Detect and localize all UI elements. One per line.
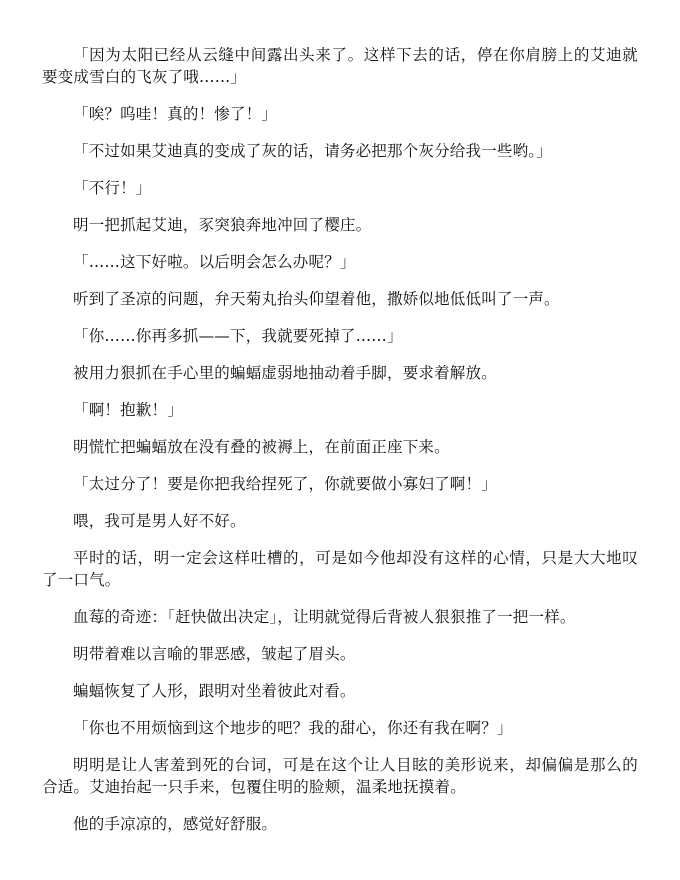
- paragraph: 「太过分了！要是你把我给捏死了，你就要做小寡妇了啊！」: [73, 475, 497, 493]
- paragraph: 「你也不用烦恼到这个地步的吧？我的甜心，你还有我在啊？」: [73, 719, 513, 737]
- paragraph: 被用力狠抓在手心里的蝙蝠虚弱地抽动着手脚，要求着解放。: [73, 364, 497, 382]
- paragraph: 蝙蝠恢复了人形，跟明对坐着彼此对看。: [73, 682, 356, 700]
- paragraph: 明明是让人害羞到死的台词，可是在这个让人目眩的美形说来，却偏偏是那么的合适。艾迪抬起一只手来，包覆住明的脸颊，温柔地抚摸着。: [42, 756, 638, 796]
- paragraph: 「……这下好啦。以后明会怎么办呢？」: [73, 253, 356, 271]
- paragraph: 喂，我可是男人好不好。: [73, 512, 246, 530]
- document-page: [42, 44, 638, 835]
- paragraph: 明一把抓起艾迪，豕突狼奔地冲回了樱庄。: [73, 216, 372, 234]
- paragraph: 他的手凉凉的，感觉好舒服。: [73, 815, 278, 833]
- paragraph: 「不行！」: [73, 179, 152, 197]
- paragraph: 「唉？呜哇！真的！惨了！」: [73, 105, 278, 123]
- paragraph: 「不过如果艾迪真的变成了灰的话，请务必把那个灰分给我一些哟。」: [73, 142, 552, 160]
- paragraph: 「你……你再多抓——下，我就要死掉了……」: [73, 327, 403, 345]
- paragraph: 「因为太阳已经从云缝中间露出头来了。这样下去的话，停在你肩膀上的艾迪就要变成雪白的飞灰了哦……」: [42, 46, 638, 86]
- paragraph: 血莓的奇迹：「赶快做出决定」，让明就觉得后背被人狠狠推了一把一样。: [73, 608, 576, 626]
- paragraph: 明慌忙把蝙蝠放在没有叠的被褥上，在前面正座下来。: [73, 438, 450, 456]
- paragraph: 平时的话，明一定会这样吐槽的，可是如今他却没有这样的心情，只是大大地叹了一口气。: [42, 549, 638, 589]
- paragraph: 听到了圣凉的问题，弁天菊丸抬头仰望着他，撒娇似地低低叫了一声。: [73, 290, 560, 308]
- paragraph: 明带着难以言喻的罪恶感，皱起了眉头。: [73, 645, 356, 663]
- paragraph: 「啊！抱歉！」: [73, 401, 183, 419]
